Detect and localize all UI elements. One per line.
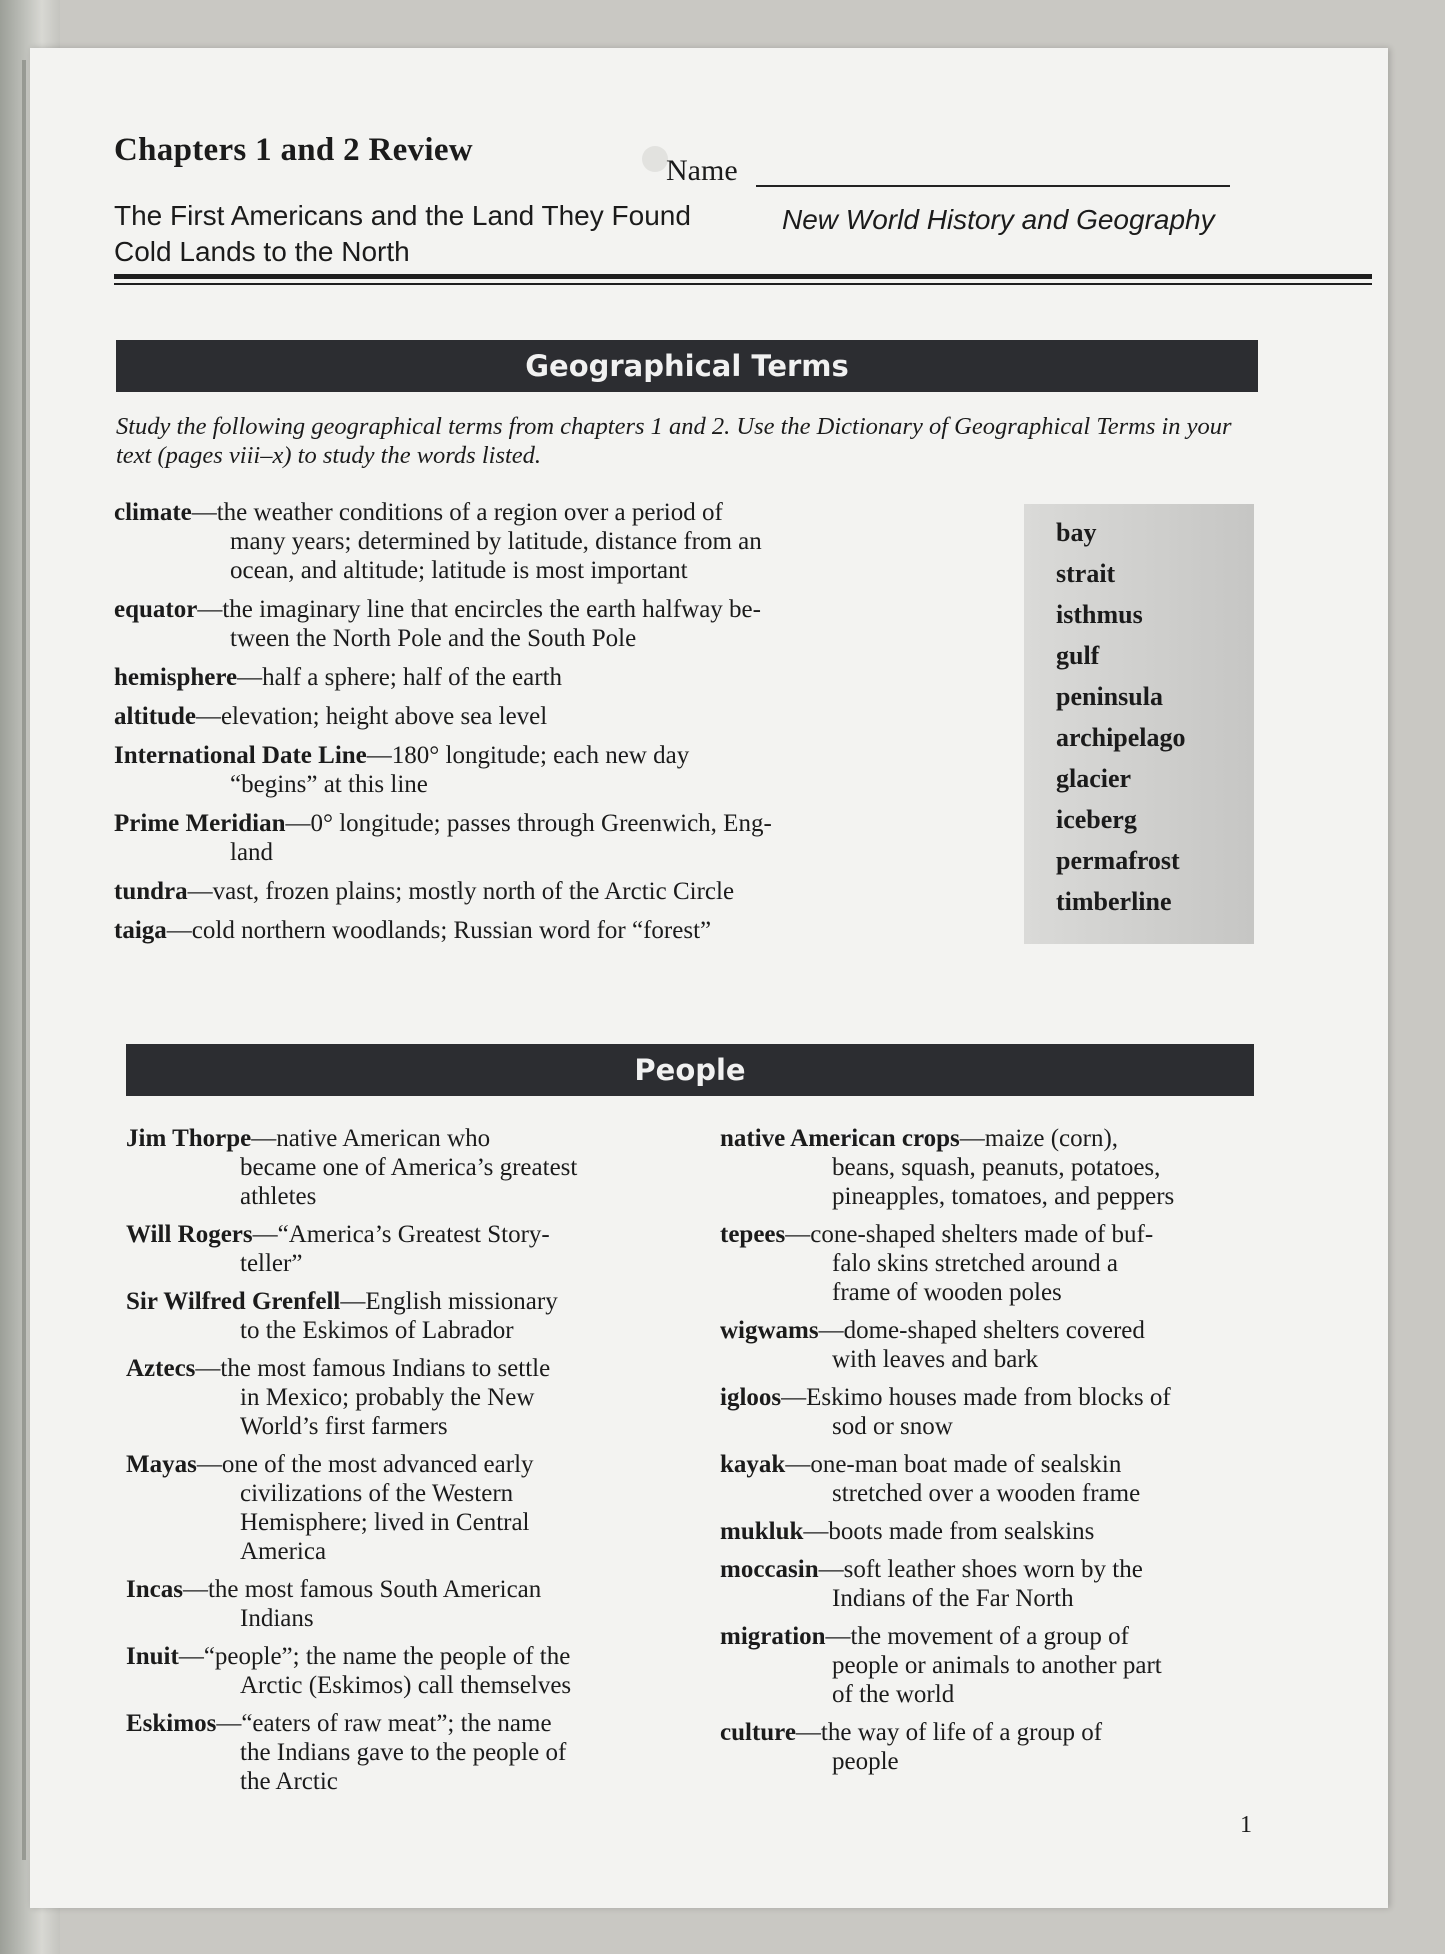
term: taiga <box>114 917 167 944</box>
glossary-entry <box>114 809 894 867</box>
definition: —0° longitude; passes through Greenwich, Eng- <box>285 810 772 837</box>
definition: —elevation; height above sea level <box>195 703 548 730</box>
term: moccasin <box>720 1556 819 1583</box>
definition: —the most famous South American <box>182 1576 542 1603</box>
header-rule-thin <box>114 283 1372 285</box>
definition-line: became one of America’s greatest <box>240 1154 578 1181</box>
term: migration <box>720 1623 826 1650</box>
term: Eskimos <box>126 1710 217 1737</box>
section-banner-geographical-terms: Geographical Terms <box>116 340 1258 392</box>
definition-line: beans, squash, peanuts, potatoes, <box>832 1154 1161 1181</box>
definition-line: America <box>240 1538 327 1565</box>
definition-line: “begins” at this line <box>230 771 428 798</box>
instructions: Study the following geographical terms from chapters 1 and 2. Use the Dictionary of Geographical Terms in your text (pages viii–x) to study the words listed. <box>116 413 1232 469</box>
people-entry <box>720 1450 1280 1508</box>
definition: —“America’s Greatest Story- <box>252 1221 550 1248</box>
word-list-item: iceberg <box>1056 805 1137 834</box>
definition-line: pineapples, tomatoes, and peppers <box>832 1183 1175 1210</box>
glossary-entry <box>114 877 894 906</box>
term: Prime Meridian <box>114 810 286 837</box>
section-banner-people: People <box>126 1044 1254 1096</box>
term: Sir Wilfred Grenfell <box>126 1288 341 1315</box>
people-entry <box>126 1709 706 1796</box>
definition-line: people or animals to another part <box>832 1652 1162 1679</box>
definition-line: sod or snow <box>832 1413 953 1440</box>
definition-line: civilizations of the Western <box>240 1480 514 1507</box>
people-entry <box>126 1642 706 1700</box>
spine <box>22 60 26 1860</box>
word-list-item: permafrost <box>1056 846 1180 875</box>
definition-line: people <box>832 1748 899 1775</box>
definition: —vast, frozen plains; mostly north of the Arctic Circle <box>187 878 735 905</box>
people-entry <box>126 1287 706 1345</box>
people-entry <box>126 1220 706 1278</box>
glossary-entry <box>114 916 894 945</box>
glossary-entry <box>114 595 894 653</box>
definition-line: the Indians gave to the people of <box>240 1739 567 1766</box>
definition: —the most famous Indians to settle <box>195 1355 551 1382</box>
people-entry <box>720 1718 1280 1776</box>
definition-line: Indians of the Far North <box>832 1585 1074 1612</box>
term: tundra <box>114 878 188 905</box>
people-entry <box>720 1555 1280 1613</box>
term: International Date Line <box>114 742 367 769</box>
definition-line: falo skins stretched around a <box>832 1250 1119 1277</box>
word-list-item: strait <box>1056 559 1116 588</box>
definition-line: Arctic (Eskimos) call themselves <box>240 1672 572 1699</box>
word-list-box <box>1024 504 1254 944</box>
word-list-item: peninsula <box>1056 682 1163 711</box>
term: Incas <box>126 1576 183 1603</box>
glossary <box>114 498 894 955</box>
glossary-entry <box>114 663 894 692</box>
definition-line: frame of wooden poles <box>832 1279 1062 1306</box>
name-line <box>756 185 1230 187</box>
series-title: New World History and Geography <box>782 204 1215 235</box>
definition-line: the Arctic <box>240 1768 338 1795</box>
people-right-column <box>720 1124 1280 1785</box>
definition-line: Hemisphere; lived in Central <box>240 1509 530 1536</box>
glossary-entry <box>114 498 894 585</box>
word-list-item: gulf <box>1056 641 1100 670</box>
people-entry <box>126 1354 706 1441</box>
term: igloos <box>720 1384 782 1411</box>
word-list-item: isthmus <box>1056 600 1143 629</box>
term: native American crops <box>720 1125 960 1152</box>
people-entry <box>720 1220 1280 1307</box>
word-list-item: timberline <box>1056 887 1172 916</box>
definition-line: tween the North Pole and the South Pole <box>230 625 637 652</box>
definition: —“people”; the name the people of the <box>178 1643 571 1670</box>
term: Jim Thorpe <box>126 1125 252 1152</box>
word-list-item: archipelago <box>1056 723 1186 752</box>
term: Aztecs <box>126 1355 196 1382</box>
definition-line: stretched over a wooden frame <box>832 1480 1141 1507</box>
glossary-entry <box>114 741 894 799</box>
definition-line: Indians <box>240 1605 314 1632</box>
term: climate <box>114 499 192 526</box>
people-left-column <box>126 1124 706 1805</box>
people-entry <box>126 1575 706 1633</box>
header-rule-thick <box>114 274 1372 279</box>
definition-line: with leaves and bark <box>832 1346 1039 1373</box>
term: tepees <box>720 1221 786 1248</box>
definition-line: many years; determined by latitude, distance from an <box>230 528 762 555</box>
definition-line: land <box>230 839 274 866</box>
word-list-item: glacier <box>1056 764 1132 793</box>
definition: —the weather conditions of a region over a period of <box>191 499 723 526</box>
term: equator <box>114 596 198 623</box>
definition: —boots made from sealskins <box>803 1518 1095 1545</box>
definition-line: athletes <box>240 1183 317 1210</box>
definition: —half a sphere; half of the earth <box>237 664 563 691</box>
definition: —one of the most advanced early <box>196 1451 534 1478</box>
subtitle <box>114 198 691 270</box>
definition: —one-man boat made of sealskin <box>785 1451 1122 1478</box>
page-number: 1 <box>1240 1812 1252 1838</box>
definition: —cold northern woodlands; Russian word for “forest” <box>166 917 712 944</box>
definition: —Eskimo houses made from blocks of <box>781 1384 1171 1411</box>
term: Inuit <box>126 1643 179 1670</box>
definition: —dome-shaped shelters covered <box>818 1317 1145 1344</box>
name-label: Name <box>666 154 738 187</box>
subtitle-line-1: The First Americans and the Land They Found <box>114 200 691 231</box>
definition-line: teller” <box>240 1250 303 1277</box>
glossary-entry <box>114 702 894 731</box>
definition-line: World’s first farmers <box>240 1413 448 1440</box>
definition: —“eaters of raw meat”; the name <box>216 1710 552 1737</box>
term: wigwams <box>720 1317 819 1344</box>
definition: —cone-shaped shelters made of buf- <box>785 1221 1154 1248</box>
definition: —the way of life of a group of <box>795 1719 1103 1746</box>
term: culture <box>720 1719 796 1746</box>
page-title: Chapters 1 and 2 Review <box>114 132 473 168</box>
smudge <box>642 146 668 172</box>
definition: —native American who <box>251 1125 491 1152</box>
people-entry <box>720 1124 1280 1211</box>
subtitle-line-2: Cold Lands to the North <box>114 236 410 267</box>
term: Will Rogers <box>126 1221 253 1248</box>
term: kayak <box>720 1451 786 1478</box>
definition-line: to the Eskimos of Labrador <box>240 1317 514 1344</box>
definition: —soft leather shoes worn by the <box>818 1556 1143 1583</box>
definition: —the imaginary line that encircles the earth halfway be- <box>197 596 761 623</box>
definition: —180° longitude; each new day <box>366 742 690 769</box>
definition-line: of the world <box>832 1681 955 1708</box>
term: mukluk <box>720 1518 804 1545</box>
people-entry <box>720 1517 1280 1546</box>
people-entry <box>126 1124 706 1211</box>
definition-line: ocean, and altitude; latitude is most important <box>230 557 688 584</box>
definition: —maize (corn), <box>959 1125 1119 1152</box>
term: Mayas <box>126 1451 197 1478</box>
people-entry <box>720 1316 1280 1374</box>
word-list-item: bay <box>1056 518 1097 547</box>
term: hemisphere <box>114 664 238 691</box>
people-entry <box>126 1450 706 1566</box>
people-entry <box>720 1622 1280 1709</box>
people-entry <box>720 1383 1280 1441</box>
definition: —the movement of a group of <box>825 1623 1129 1650</box>
term: altitude <box>114 703 196 730</box>
definition-line: in Mexico; probably the New <box>240 1384 535 1411</box>
definition: —English missionary <box>340 1288 558 1315</box>
worksheet-page <box>30 48 1388 1908</box>
